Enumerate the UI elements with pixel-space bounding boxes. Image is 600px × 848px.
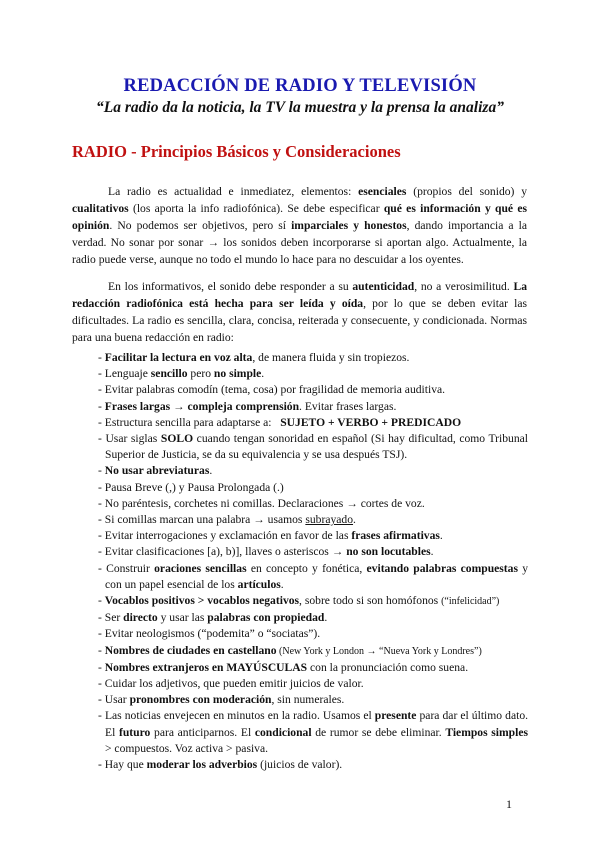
list-item: - Vocablos positivos > vocablos negativos, sobre todo si son homófonos (“infelicidad”) <box>98 594 500 608</box>
list-item: - Evitar neologismos (“podemita” o “sociatas”). <box>98 627 321 641</box>
list-item: - Estructura sencilla para adaptarse a: SUJETO + VERBO + PREDICADO <box>98 415 462 429</box>
document-title: REDACCIÓN DE RADIO Y TELEVISIÓN <box>123 76 477 96</box>
list-item: - Si comillas marcan una palabra → usamos subrayado. <box>98 513 356 527</box>
list-item: - Lenguaje sencillo pero no simple. <box>98 367 265 381</box>
list-item: - Cuidar los adjetivos, que pueden emitir juicios de valor. <box>98 677 364 691</box>
list-item: - Pausa Breve (,) y Pausa Prolongada (.) <box>98 480 284 494</box>
paragraph-intro: La radio es actualidad e inmediatez, elementos: esenciales (propios del sonido) y cualitativos (los aporta la info radiofónica). Se debe especificar qué es información y qué es opinión. No podemos ser objetivos, pero sí imparciales y honestos, dando importancia a la verdad. No sonar por sonar → los sonidos deben incorporarse si aportan algo. Actualmente, la radio puede verse, aunque no todo el mundo lo hace para no descuidar a los oyentes. <box>72 185 528 266</box>
page-number: 1 <box>506 797 512 811</box>
list-item: - Facilitar la lectura en voz alta, de manera fluida y sin tropiezos. <box>98 351 410 364</box>
list-item: - Frases largas → compleja comprensión. Evitar frases largas. <box>98 399 397 413</box>
list-item: - No usar abreviaturas. <box>98 464 213 478</box>
list-item: - Usar pronombres con moderación, sin numerales. <box>98 693 345 707</box>
document-subtitle: “La radio da la noticia, la TV la muestra y la prensa la analiza” <box>96 99 504 116</box>
list-item: - Usar siglas SOLO cuando tengan sonoridad en español (Si hay dificultad, como Tribunal Superior de Justicia, se da su equivalencia y se usa después TSJ). <box>98 432 528 462</box>
radio-rules-list <box>98 350 528 773</box>
list-item: - Evitar interrogaciones y exclamación en favor de las frases afirmativas. <box>98 529 443 543</box>
list-item: - Evitar palabras comodín (tema, cosa) por fragilidad de memoria auditiva. <box>98 383 446 397</box>
list-item: - Construir oraciones sencillas en concepto y fonética, evitando palabras compuestas y con un papel esencial de los artículos. <box>98 561 529 591</box>
list-item: - Las noticias envejecen en minutos en la radio. Usamos el presente para dar el último dato. El futuro para anticiparnos. El condicional de rumor se debe eliminar. Tiempos simples > compuestos. Voz activa > pasiva. <box>98 709 529 755</box>
list-item: - No paréntesis, corchetes ni comillas. Declaraciones → cortes de voz. <box>98 496 425 510</box>
section-heading: RADIO - Principios Básicos y Consideraciones <box>72 142 401 161</box>
list-item: - Ser directo y usar las palabras con propiedad. <box>98 611 328 625</box>
paragraph-informativos: En los informativos, el sonido debe responder a su autenticidad, no a verosimilitud. La redacción radiofónica está hecha para ser leída y oída, por lo que se deben evitar las dificultades. La radio es sencilla, clara, concisa, reiterada y consecuente, y condicionada. Normas para una buena redacción en radio: <box>72 280 527 344</box>
list-item: - Hay que moderar los adverbios (juicios de valor). <box>98 758 343 772</box>
list-item: - Evitar clasificaciones [a), b)], llaves o asteriscos → no son locutables. <box>98 545 434 559</box>
list-item: - Nombres extranjeros en MAYÚSCULAS con la pronunciación como suena. <box>98 660 469 674</box>
list-item: - Nombres de ciudades en castellano (New York y London → “Nueva York y Londres”) <box>98 643 482 657</box>
